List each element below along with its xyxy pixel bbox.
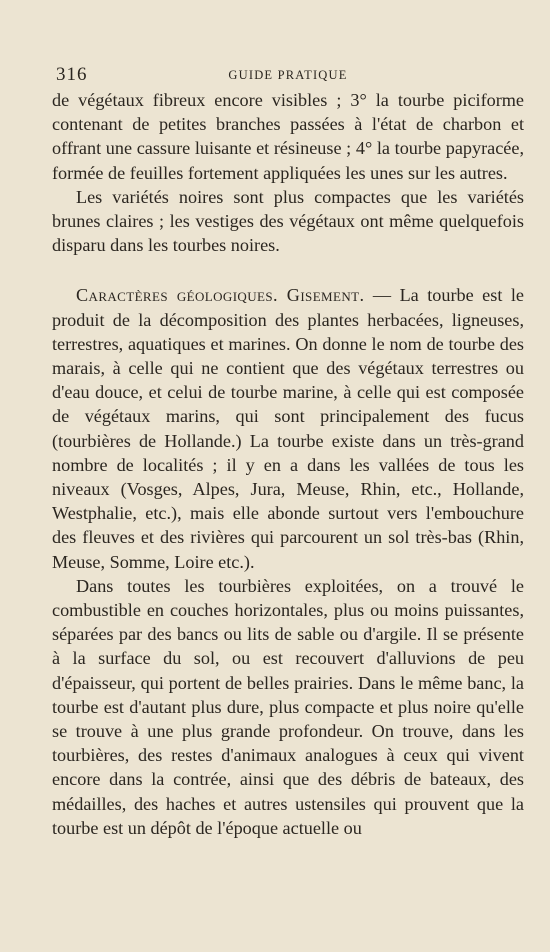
paragraph-continued: de végétaux fibreux encore visibles ; 3° la tourbe piciforme contenant de petites branches passées à l'état de charbon et offrant une cassure luisante et résineuse ; 4° la tourbe papyracée, formée de feuilles fortement appliquées les unes sur les autres.	[52, 90, 524, 183]
page-header	[52, 60, 524, 88]
paragraph-varieties: Les variétés noires sont plus compactes que les variétés brunes claires ; les vestiges des végétaux ont même quelquefois disparu dans les tourbes noires.	[52, 186, 524, 256]
page-number: 316	[56, 64, 88, 85]
book-page	[52, 60, 524, 840]
section-geology	[52, 283, 524, 573]
running-title: GUIDE PRATIQUE	[228, 68, 348, 82]
body-text	[52, 88, 524, 840]
section-dash: —	[364, 285, 400, 306]
section-heading: Caractères géologiques. Gisement.	[76, 285, 365, 306]
section-text: La tourbe est le produit de la décomposition des plantes herbacées, ligneuses, terrestres, aquatiques et marines. On donne le nom de tourbe des marais, à celle qui ne contient que des végétaux terrestres ou d'eau douce, et celui de tourbe marine, à celle qui est composée de végétaux marins, qui sont principalement des fucus (tourbières de Hollande.) La tourbe existe dans un très-grand nombre de localités ; il y en a dans les vallées de tous les niveaux (Vosges, Alpes, Jura, Meuse, Rhin, etc., Hollande, Westphalie, etc.), mais elle abonde surtout vers l'embouchure des fleuves et des rivières qui parcourent un sol très-bas (Rhin, Meuse, Somme, Loire etc.).	[52, 285, 524, 572]
paragraph-deposits: Dans toutes les tourbières exploitées, on a trouvé le combustible en couches horizontales, plus ou moins puissantes, séparées par des bancs ou lits de sable ou d'argile. Il se présente à la surface du sol, ou est recouvert d'alluvions de peu d'épaisseur, qui portent de belles prairies. Dans le même banc, la tourbe est d'autant plus dure, plus compacte et plus noire qu'elle se trouve à une plus grande profondeur. On trouve, dans les tourbières, des restes d'animaux analogues à ceux qui vivent encore dans la contrée, ainsi que des débris de bateaux, des médailles, des haches et autres ustensiles qui prouvent que la tourbe est un dépôt de l'époque actuelle ou	[52, 575, 524, 838]
